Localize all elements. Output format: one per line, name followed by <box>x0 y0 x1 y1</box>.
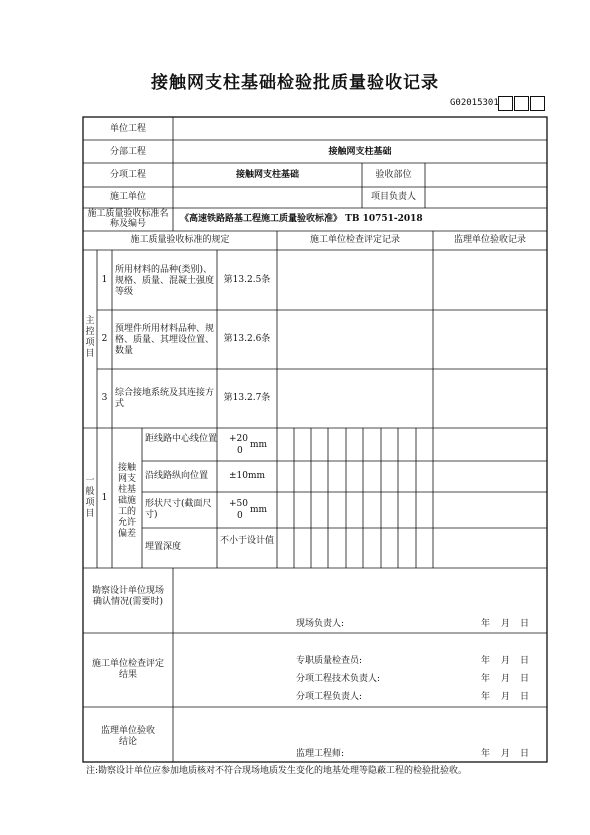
sc-date-year: 年 <box>481 749 491 759</box>
cc-date-month-2: 月 <box>501 674 511 684</box>
main-item-2-num: 2 <box>101 334 108 344</box>
survey-site-leader: 现场负责人: <box>296 619 345 629</box>
main-items-label: 主控项目 <box>85 316 95 359</box>
sc-date-month: 月 <box>501 749 511 759</box>
general-row-3-tol-unit: mm <box>250 505 268 515</box>
standard-value[interactable]: 《高速铁路路基工程施工质量验收标准》 TB 10751-2018 <box>180 214 423 224</box>
project-leader-label: 项目负责人 <box>370 192 416 202</box>
construction-unit-label: 施工单位 <box>109 192 146 202</box>
cc-date-month-3: 月 <box>501 692 511 702</box>
general-row-1-tol-unit: mm <box>250 440 268 450</box>
division-project-value[interactable]: 接触网支柱基础 <box>328 147 392 157</box>
unit-project-label: 单位工程 <box>109 124 146 134</box>
general-row-1-tol-bottom: 0 <box>237 446 243 456</box>
general-items-label: 一般项目 <box>85 476 95 519</box>
supervision-record-header: 监理单位验收记录 <box>453 235 526 245</box>
general-row-3-tol-bottom: 0 <box>237 511 243 521</box>
general-row-4-name: 埋置深度 <box>145 542 182 552</box>
spec-column-header: 施工质量验收标准的规定 <box>130 235 230 245</box>
general-row-1-tol-top: +20 <box>229 434 248 444</box>
acceptance-part-label: 验收部位 <box>375 170 412 180</box>
general-row-3-tol-top: +50 <box>229 499 248 509</box>
general-row-3-name: 形状尺寸(截面尺寸) <box>145 499 212 520</box>
subitem-project-value[interactable]: 接触网支柱基础 <box>235 170 299 180</box>
sub-leader-label: 分项工程负责人: <box>296 692 363 702</box>
main-item-3-text: 综合接地系统及其连接方式 <box>115 388 215 409</box>
main-item-2-text: 预埋件所用材料品种、规格、质量、其埋设位置、数量 <box>115 324 215 356</box>
form-code: G02015301 <box>450 98 499 108</box>
cc-date-day-3: 日 <box>520 692 530 702</box>
division-project-label: 分部工程 <box>109 147 146 157</box>
cc-date-day-1: 日 <box>520 656 530 666</box>
cc-date-year-2: 年 <box>481 674 491 684</box>
sc-date-day: 日 <box>520 749 530 759</box>
main-item-3-clause: 第13.2.7条 <box>223 393 271 403</box>
cc-date-year-3: 年 <box>481 692 491 702</box>
general-row-2-tol: ±10mm <box>228 471 266 481</box>
tech-leader-label: 分项工程技术负责人: <box>296 674 381 684</box>
main-item-1-num: 1 <box>101 275 108 285</box>
survey-date-month: 月 <box>501 619 511 629</box>
main-item-2-clause: 第13.2.6条 <box>223 334 271 344</box>
general-row-4-tol: 不小于设计值 <box>219 536 274 546</box>
cc-date-year-1: 年 <box>481 656 491 666</box>
general-sub-label: 接触网支柱基础施工的允许偏差 <box>117 463 136 539</box>
survey-date-day: 日 <box>520 619 530 629</box>
footnote: 注:勘察设计单位应参加地质核对不符合现场地质发生变化的地基处理等隐蔽工程的检验批验收。 <box>86 766 468 776</box>
construction-check-header: 施工单位检查评定记录 <box>309 235 400 245</box>
cc-date-day-2: 日 <box>520 674 530 684</box>
supervision-engineer-label: 监理工程师: <box>296 749 345 759</box>
construction-conclusion-label: 施工单位检查评定结果 <box>92 659 165 680</box>
page-title: 接触网支柱基础检验批质量验收记录 <box>151 73 439 93</box>
supervision-conclusion-label: 监理单位验收结论 <box>100 726 155 747</box>
main-item-1-clause: 第13.2.5条 <box>223 275 271 285</box>
general-row-1-name: 距线路中心线位置 <box>145 434 218 444</box>
survey-label: 勘察设计单位现场确认情况(需要时) <box>91 586 164 607</box>
cc-date-month-1: 月 <box>501 656 511 666</box>
survey-date-year: 年 <box>481 619 491 629</box>
main-item-3-num: 3 <box>101 393 108 403</box>
subitem-project-label: 分项工程 <box>109 170 146 180</box>
general-item-num: 1 <box>101 493 108 503</box>
main-item-1-text: 所用材料的品种(类别)、规格、质量、混凝土强度等级 <box>115 265 215 297</box>
standard-label: 施工质量验收标准名称及编号 <box>87 209 169 229</box>
general-row-2-name: 沿线路纵向位置 <box>145 471 209 481</box>
quality-inspector-label: 专职质量检查员: <box>296 656 363 666</box>
